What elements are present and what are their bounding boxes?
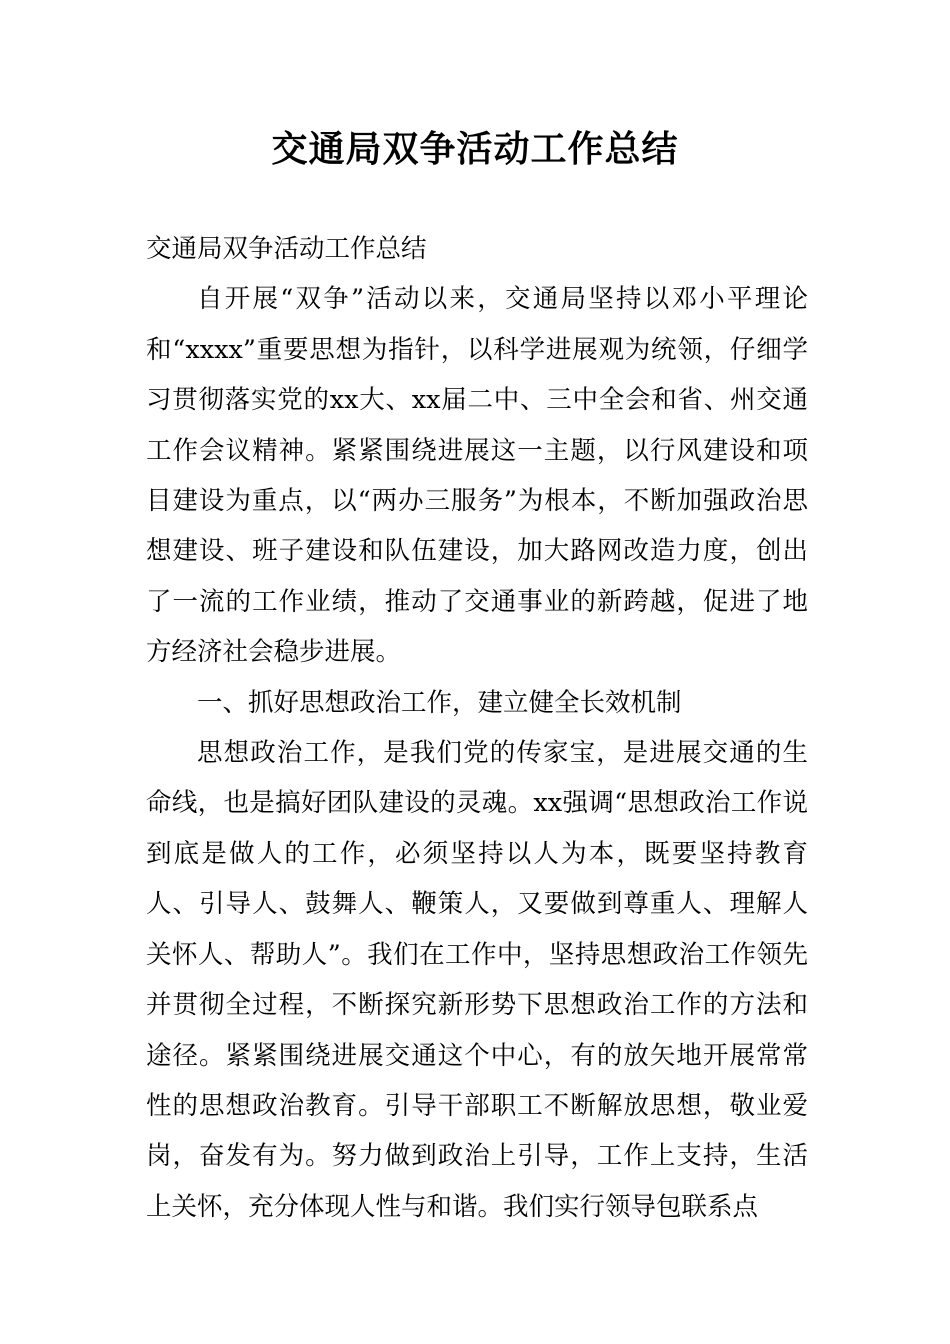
body-paragraph: 思想政治工作，是我们党的传家宝，是进展交通的生命线，也是搞好团队建设的灵魂。xx强调“思想政治工作说到底是做人的工作，必须坚持以人为本，既要坚持教育人、引导人、鼓舞人、鞭策人，又要做到尊重人、理解人关怀人、帮助人”。我们在工作中，坚持思想政治工作领先并贯彻全过程，不断探究新形势下思想政治工作的方法和途径。紧紧围绕进展交通这个中心，有的放矢地开展常常性的思想政治教育。引导干部职工不断解放思想，敬业爱岗，奋发有为。努力做到政治上引导，工作上支持，生活上关怀，充分体现人性与和谐。我们实行领导包联系点	[146, 738, 808, 1222]
body-paragraph: 交通局双争活动工作总结	[146, 234, 427, 264]
document-title: 交通局双争活动工作总结	[271, 129, 679, 170]
body-paragraph: 自开展“双争”活动以来，交通局坚持以邓小平理论和“xxxx”重要思想为指针，以科学进展观为统领，仔细学习贯彻落实党的xx大、xx届二中、三中全会和省、州交通工作会议精神。紧紧围绕进展这一主题，以行风建设和项目建设为重点，以“两办三服务”为根本，不断加强政治思想建设、班子建设和队伍建设，加大路网改造力度，创出了一流的工作业绩，推动了交通事业的新跨越，促进了地方经济社会稳步进展。	[146, 284, 808, 668]
document-body	[146, 224, 808, 1232]
section-heading: 一、抓好思想政治工作，建立健全长效机制	[197, 687, 682, 718]
